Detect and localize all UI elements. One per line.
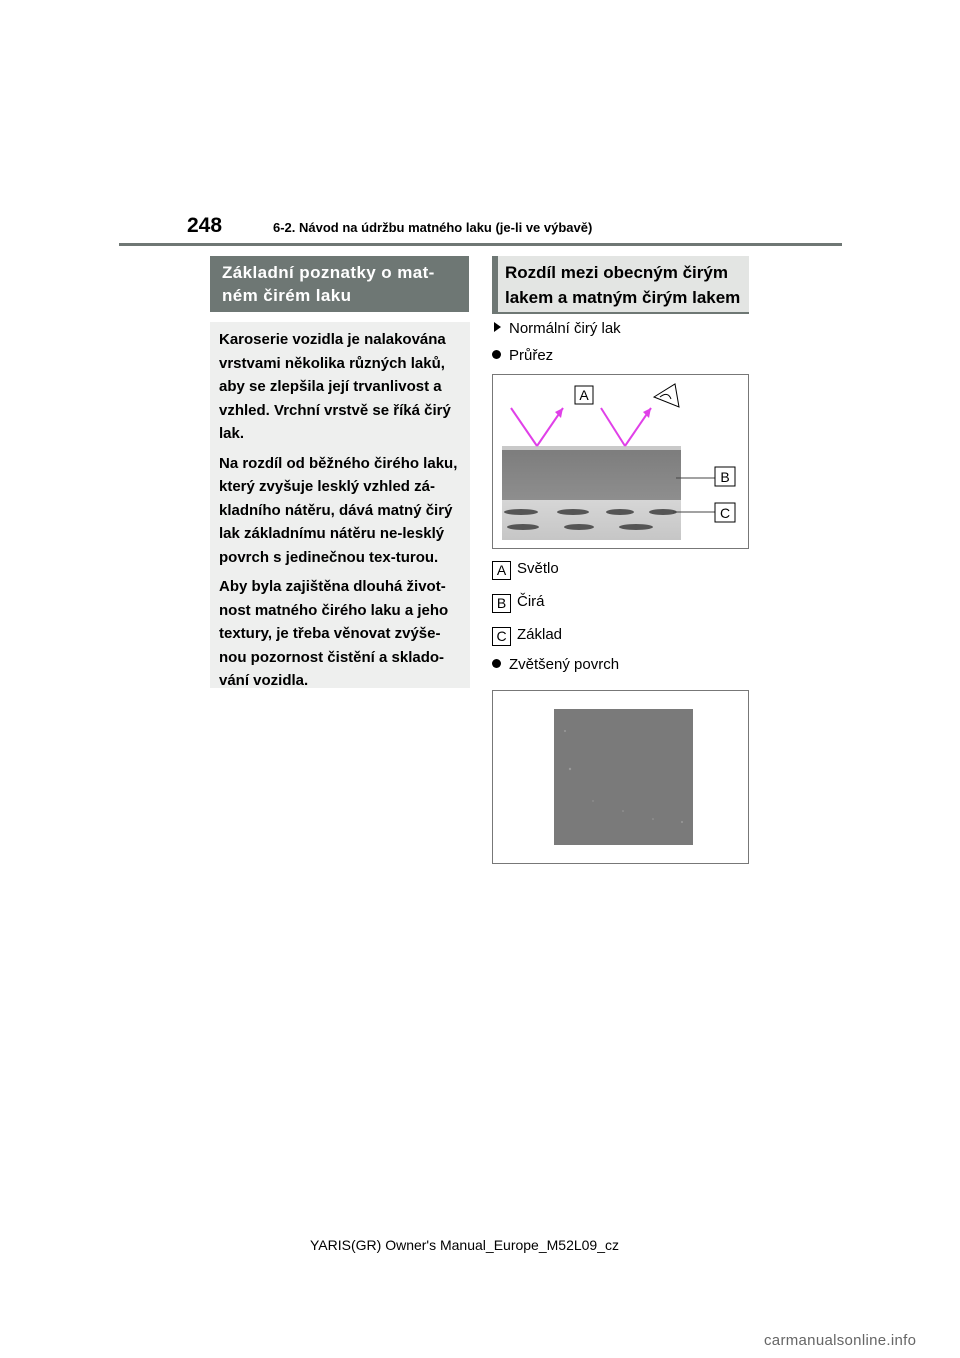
triangle-bullet-icon: [494, 322, 501, 332]
legend-text-a: Světlo: [517, 560, 559, 577]
legend-letter-a: A: [492, 561, 511, 580]
light-rays: [511, 408, 651, 446]
legend-letter-c: C: [492, 627, 511, 646]
base-coat-layer: [502, 500, 681, 540]
bullet-cross-section-text: Průřez: [509, 347, 554, 364]
footer-manual-id: YARIS(GR) Owner's Manual_Europe_M52L09_cz: [310, 1237, 619, 1253]
bullet-magnified-surface: [492, 656, 619, 673]
left-paragraph-1: Karoserie vozidla je nalakována vrstvami několika různých laků, aby se zlepšila její trvanlivost a vzhled. Vrchní vrstvě se říká čirý lak.: [219, 331, 451, 442]
legend-text-b: Čirá: [517, 593, 545, 610]
page-number: 248: [187, 214, 223, 237]
subheading-normal-clear-coat: [494, 320, 621, 337]
right-box-title-line1: Rozdíl mezi obecným čirým: [505, 263, 728, 282]
left-box-title: [210, 256, 469, 312]
label-b: B: [720, 469, 730, 485]
right-box-title-line2: lakem a matným čirým lakem: [505, 288, 741, 307]
top-surface-line: [502, 446, 681, 450]
section-heading: 6-2. Návod na údržbu matného laku (je-li ve výbavě): [273, 220, 593, 235]
left-paragraph-3: Aby byla zajištěna dlouhá život-nost matného čirého laku a jeho textury, je třeba věnovat zvýše-nou pozornost čistění a sklado-vání vozidla.: [219, 578, 449, 689]
right-box-title: [492, 256, 749, 314]
legend-item-b: [492, 593, 545, 613]
bullet-cross-section: [492, 347, 553, 364]
left-box-body: [210, 322, 470, 688]
clear-coat-layer: [502, 450, 681, 500]
legend-item-a: [492, 560, 559, 580]
eye-icon: [654, 384, 679, 407]
left-box-title-line2: ném čirém laku: [222, 286, 352, 305]
bullet-magnified-text: Zvětšený povrch: [509, 656, 620, 673]
header-divider: [119, 243, 842, 246]
legend-item-c: [492, 626, 562, 646]
magnified-surface-illustration: [493, 691, 748, 863]
cross-section-figure: [492, 374, 749, 549]
label-a: A: [579, 387, 589, 403]
left-box-title-line1: Základní poznatky o mat-: [222, 263, 435, 282]
dot-bullet-icon: [492, 350, 501, 359]
magnified-surface-figure: [492, 690, 749, 864]
watermark: carmanualsonline.info: [764, 1332, 917, 1349]
legend-letter-b: B: [492, 594, 511, 613]
legend-text-c: Základ: [517, 626, 563, 643]
subheading-text: Normální čirý lak: [509, 320, 621, 337]
dot-bullet-icon: [492, 659, 501, 668]
cross-section-illustration: [493, 375, 748, 548]
magnified-surface-photo: [554, 709, 693, 845]
label-c: C: [719, 505, 731, 521]
left-paragraph-2: Na rozdíl od běžného čirého laku, který zvyšuje lesklý vzhled zá-kladního nátěru, dává matný čirý lak základnímu nátěru ne-lesklý povrch s jedinečnou tex-turou.: [219, 454, 458, 566]
